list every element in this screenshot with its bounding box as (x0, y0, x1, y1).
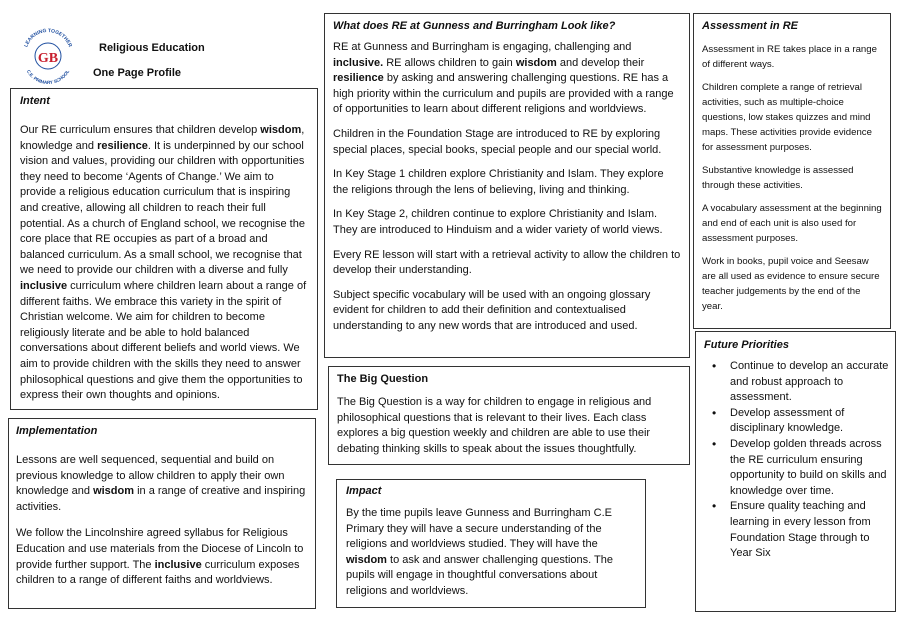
what-paragraph-4: In Key Stage 2, children continue to explore Christianity and Islam. They are introduced to Hinduism and a wider variety of world views. (333, 208, 663, 236)
school-logo (19, 24, 77, 86)
implementation-section (8, 418, 316, 609)
page-title: Religious Education (99, 42, 205, 54)
intent-heading: Intent (20, 95, 50, 107)
what-paragraph-1: RE at Gunness and Burringham is engaging, challenging and inclusive. RE allows children to gain wisdom and develop their resilience by asking and answering challenging questions. RE has a high priority within the curriculum and pupils are provided with a range of opportunities to learn about different religions and worldviews. (333, 41, 674, 116)
list-item: • Ensure quality teaching and learning in every lesson from Foundation Stage through to Year Six (730, 499, 889, 561)
logo-top-text: LEARNING TOGETHER (23, 27, 73, 49)
assessment-section (693, 13, 891, 329)
assessment-paragraph-2: Children complete a range of retrieval activities, such as multiple-choice questions, low stakes quizzes and mind maps. These activities provide evidence for assessment purposes. (702, 82, 872, 153)
impact-section (336, 479, 646, 608)
svg-text:C.E. PRIMARY SCHOOL (26, 69, 71, 85)
implementation-heading: Implementation (16, 425, 98, 437)
implementation-paragraph-2: We follow the Lincolnshire agreed syllabus for Religious Education and use materials from the Diocese of Lincoln to provide further support. The inclusive curriculum exposes children to a range of different faiths and worldviews. (16, 527, 304, 587)
big-question-heading: The Big Question (337, 373, 429, 385)
future-priorities-list (704, 359, 889, 562)
future-heading: Future Priorities (704, 339, 789, 351)
logo-initials: GB (37, 51, 59, 66)
impact-text: By the time pupils leave Gunness and Burringham C.E Primary they will have a secure understanding of the religions and worldviews studied. They will have the wisdom to ask and answer challenging questions. The pupils will engage in thoughtful conversations about religions and worldviews. (346, 507, 614, 597)
assessment-paragraph-1: Assessment in RE takes place in a range of different ways. (702, 44, 877, 70)
list-item: • Develop golden threads across the RE curriculum ensuring opportunity to build on skills and knowledge over time. (730, 437, 889, 499)
future-priorities-section (695, 331, 896, 612)
what-heading: What does RE at Gunness and Burringham Look like? (333, 20, 616, 32)
big-question-section (328, 366, 690, 465)
intent-text: Our RE curriculum ensures that children develop wisdom, knowledge and resilience. It is underpinned by our school vision and values, providing our children with opportunities they need to become ‘Agents of Change.’ We aim to provide a religious education curriculum that is inspiring and creative, allowing all children to reach their full potential. As a church of England school, we recognise the core place that RE occupies as part of a broad and balanced curriculum. As a small school, we recognise that we need to provide our children with a diverse and fully inclusive curriculum where children learn about a range of different faiths. We embrace this variety in the spirit of Christian welcome. We aim for children to become religiously literate and be able to hold balanced conversations about different beliefs and world views. We aim to provide children with the skills they need to answer philosophical questions and give them the opportunities to express their own thoughts and opinions. (20, 124, 307, 402)
implementation-paragraph-1: Lessons are well sequenced, sequential and build on previous knowledge to allow children to apply their own knowledge and wisdom in a range of creative and inspiring activities. (16, 454, 306, 513)
big-question-text: The Big Question is a way for children to engage in religious and philosophical questions that is relevant to their lives. Each class explores a big question weekly and children are able to use their debating thinking skills to speak about the issues thoughtfully. (337, 396, 652, 455)
logo-bottom-text: C.E. PRIMARY SCHOOL (25, 68, 71, 86)
assessment-heading: Assessment in RE (702, 20, 798, 32)
intent-section (10, 88, 318, 410)
assessment-paragraph-3: Substantive knowledge is assessed through these activities. (702, 165, 854, 191)
what-paragraph-6: Subject specific vocabulary will be used with an ongoing glossary evident for children to add their definition and contextualised understanding to any new words that are introduced and used. (333, 288, 651, 332)
list-item: • Continue to develop an accurate and robust approach to assessment. (730, 359, 889, 406)
list-item: • Develop assessment of disciplinary knowledge. (730, 406, 889, 437)
what-paragraph-3: In Key Stage 1 children explore Christianity and Islam. They explore the religions through the lens of believing, living and thinking. (333, 168, 664, 196)
assessment-paragraph-4: A vocabulary assessment at the beginning and end of each unit is also used for assessment purposes. (702, 203, 882, 244)
what-paragraph-5: Every RE lesson will start with a retrieval activity to allow the children to develop their understanding. (333, 248, 681, 277)
assessment-paragraph-5: Work in books, pupil voice and Seesaw are all used as evidence to ensure secure teacher judgements by the end of the year. (702, 256, 880, 312)
what-re-looks-like-section (324, 13, 690, 358)
impact-heading: Impact (346, 485, 382, 497)
what-paragraph-2: Children in the Foundation Stage are introduced to RE by exploring special places, special books, special people and our special world. (333, 127, 662, 156)
page-subtitle: One Page Profile (93, 67, 182, 79)
